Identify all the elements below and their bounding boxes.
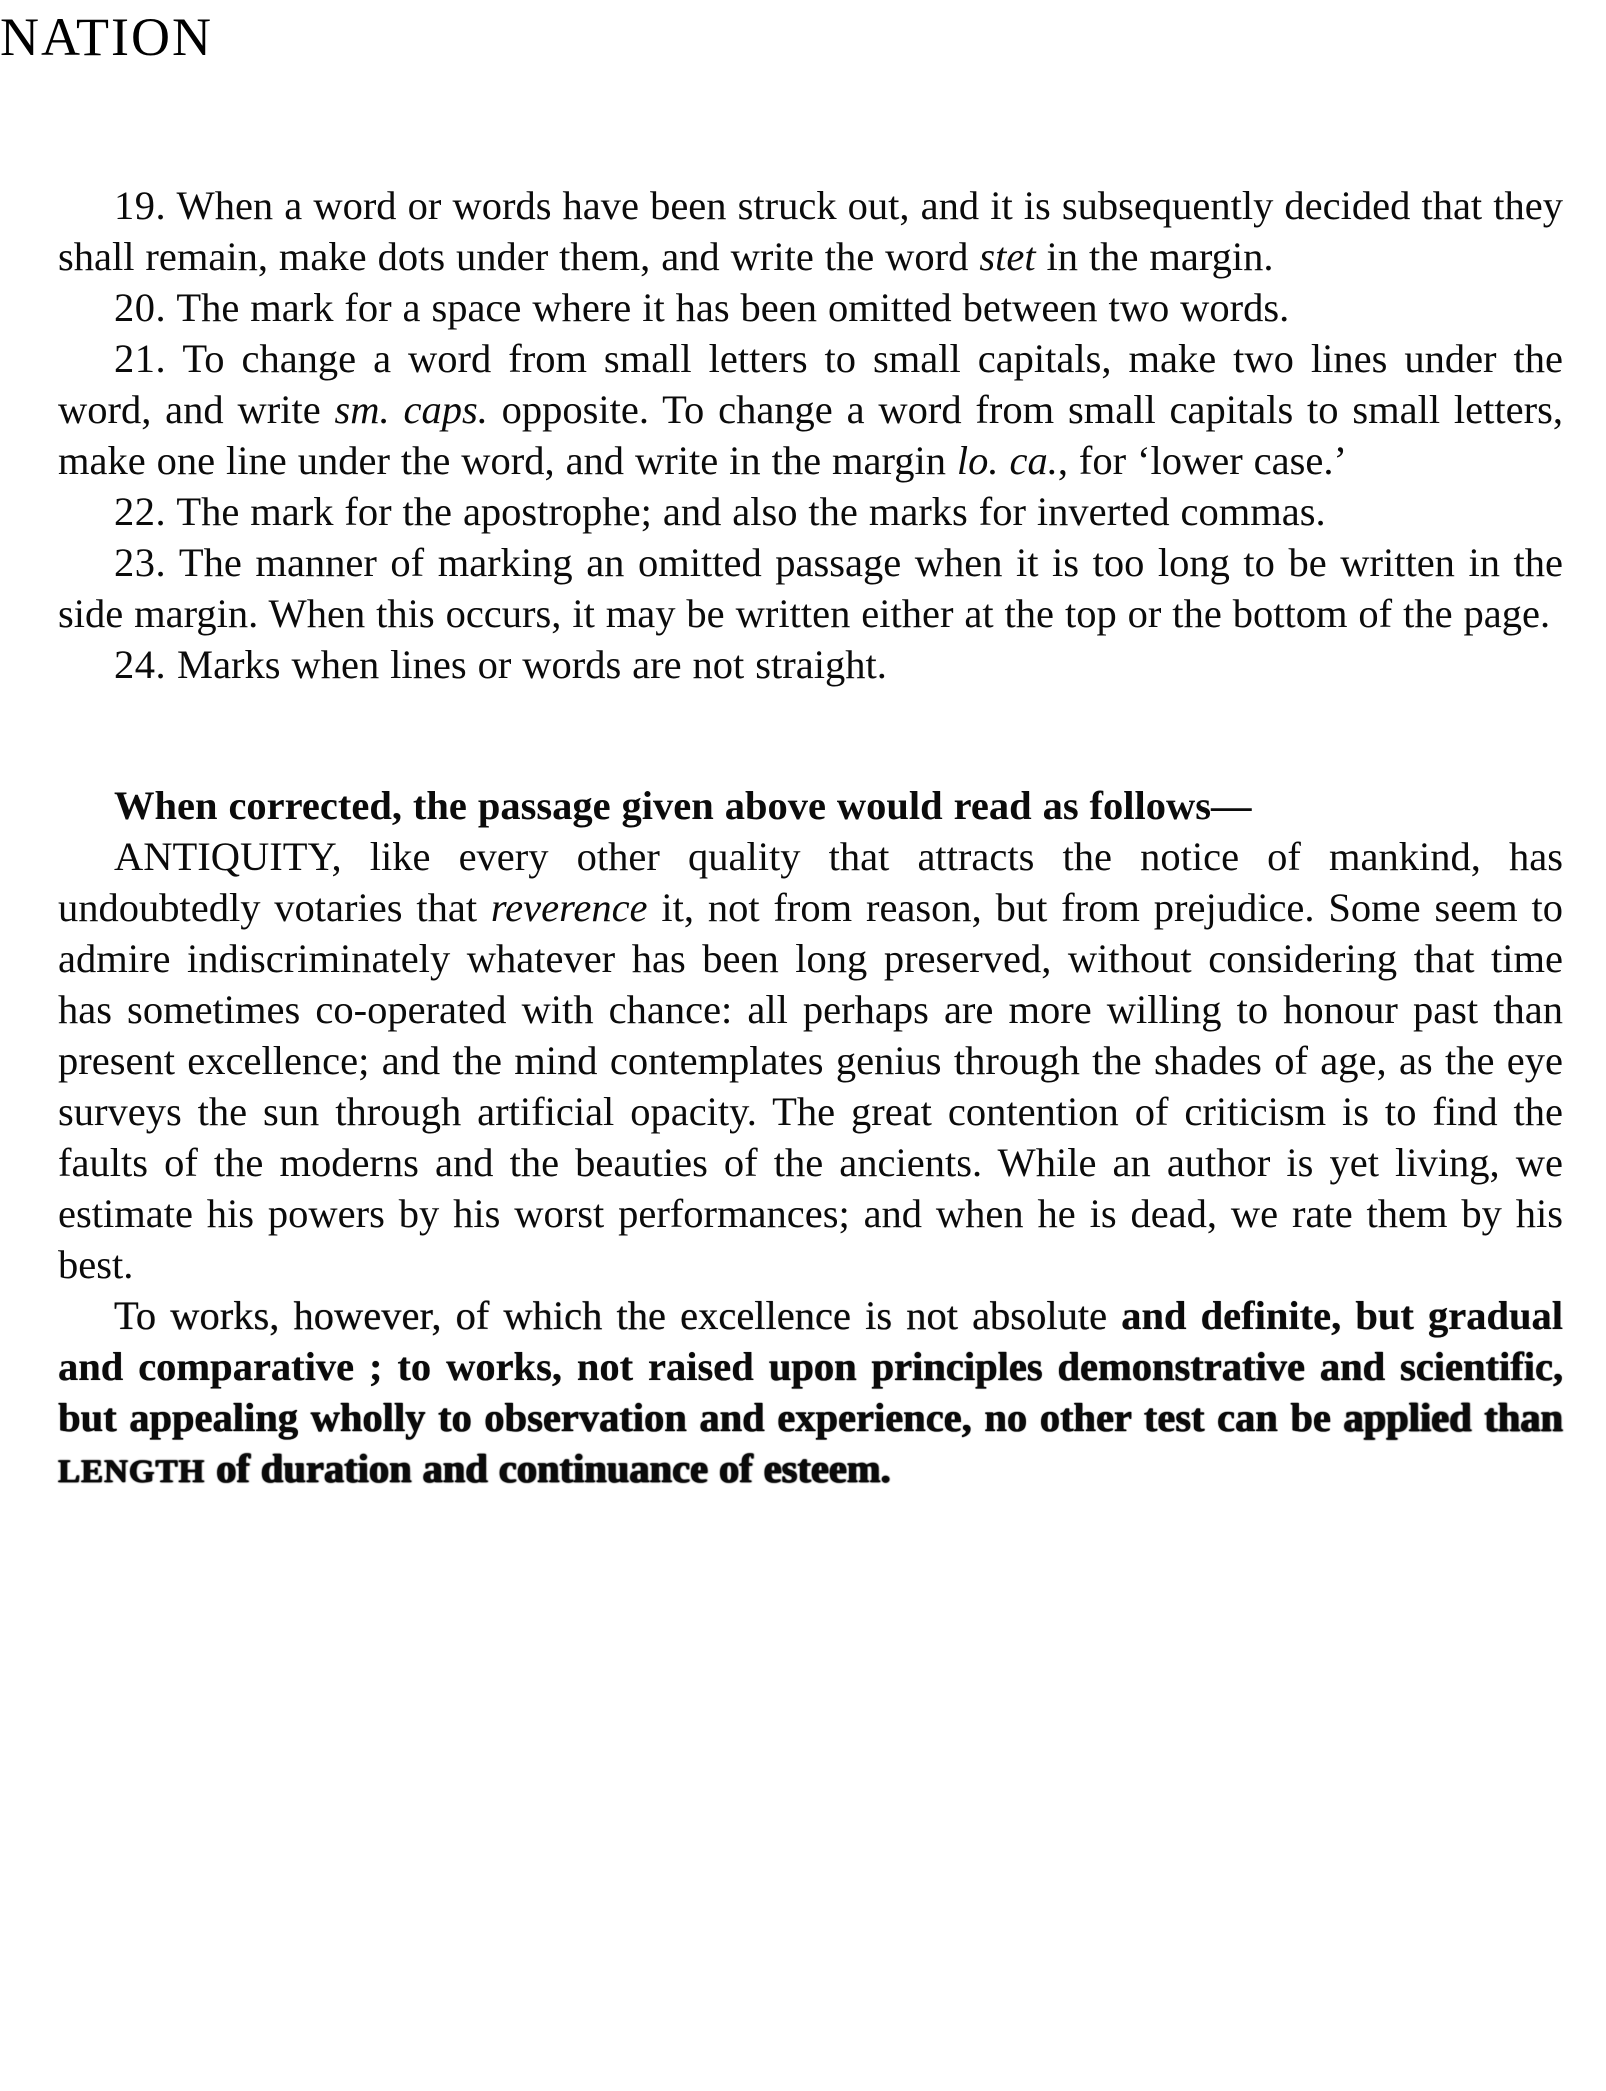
paragraph-spacer [58, 690, 1563, 780]
final-line-2: and definite, but gradual and comparative ; to works, not raised [58, 1293, 1563, 1389]
rule-19-text-b: in the margin. [1035, 234, 1274, 279]
rule-number-20: 20. [114, 285, 167, 330]
final-line-5-smallcaps: LENGTH [58, 1454, 206, 1490]
final-line-3: upon principles demonstrative and scientific, but appealing [58, 1344, 1563, 1440]
rule-item-22 [58, 486, 1563, 537]
rule-item-20 [58, 282, 1563, 333]
rule-24-text: Marks when lines or words are not straight. [166, 642, 887, 687]
rule-19-text-a: When a word or words have been struck out, and it is subsequently decided that they shall remain, make dots under them, and write the word [58, 183, 1563, 279]
rule-item-19 [58, 180, 1563, 282]
rule-number-23: 23. [114, 540, 167, 585]
passage-italic-reverence: reverence [490, 885, 648, 930]
rule-number-19: 19. [114, 183, 167, 228]
rule-21-italic-2: lo. ca. [956, 438, 1058, 483]
rule-19-italic: stet [979, 234, 1036, 279]
final-line-5-b: of duration and continuance of esteem. [205, 1446, 891, 1491]
rule-item-23 [58, 537, 1563, 639]
lead-in-paragraph: When corrected, the passage given above would read as follows— [114, 783, 1252, 828]
quoted-passage [58, 831, 1563, 1290]
final-line-1: To works, however, of which the excellence is not absolute [114, 1293, 1108, 1338]
final-line-4: wholly to observation and experience, no other test can be [310, 1395, 1331, 1440]
rule-23-text: The manner of marking an omitted passage when it is too long to be written in the side margin. When this occurs, it may be written either at the top or the bottom of the page. [58, 540, 1563, 636]
rule-21-text-c: , for ‘lower case.’ [1057, 438, 1347, 483]
rule-item-21 [58, 333, 1563, 486]
rule-number-22: 22. [114, 489, 167, 534]
rule-21-text-b: opposite. To change a word from small capitals to small letters, make one line under the word, and write in the margin [58, 387, 1564, 483]
rule-number-24: 24. [114, 642, 167, 687]
rule-21-italic-1: sm. caps. [334, 387, 488, 432]
rule-21-text-a: To change a word from small letters to small capitals, make two lines under the word, and write [58, 336, 1563, 432]
rule-number-21: 21. [114, 336, 167, 381]
passage-text-b: it, not from reason, but from prejudice. Some seem to admire indiscriminately whatever has been long preserved, without considering that time has sometimes co-operated with chance: all perhaps are more willing to honour past than present excellence; and the mind contemplates genius through the shades of age, as the eye surveys the sun through artificial opacity. The great contention of criticism is to find the faults of the moderns and the beauties of the ancients. While an author is yet living, we estimate his powers by his worst performances; and when he is dead, we rate them by his best. [58, 885, 1563, 1287]
text-column [58, 180, 1563, 1498]
passage-text-a: like every other quality that attracts the notice of mankind, has undoubtedly votaries that [58, 834, 1563, 930]
passage-opening-smallcaps: ANTIQUITY, [114, 834, 342, 879]
rule-item-24 [58, 639, 1563, 690]
running-head: NATION [0, 7, 213, 67]
final-paragraph [58, 1290, 1563, 1498]
final-line-5-a: applied than [1343, 1395, 1563, 1440]
rule-22-text: The mark for the apostrophe; and also the marks for inverted commas. [166, 489, 1326, 534]
rule-20-text: The mark for a space where it has been omitted between two words. [166, 285, 1290, 330]
